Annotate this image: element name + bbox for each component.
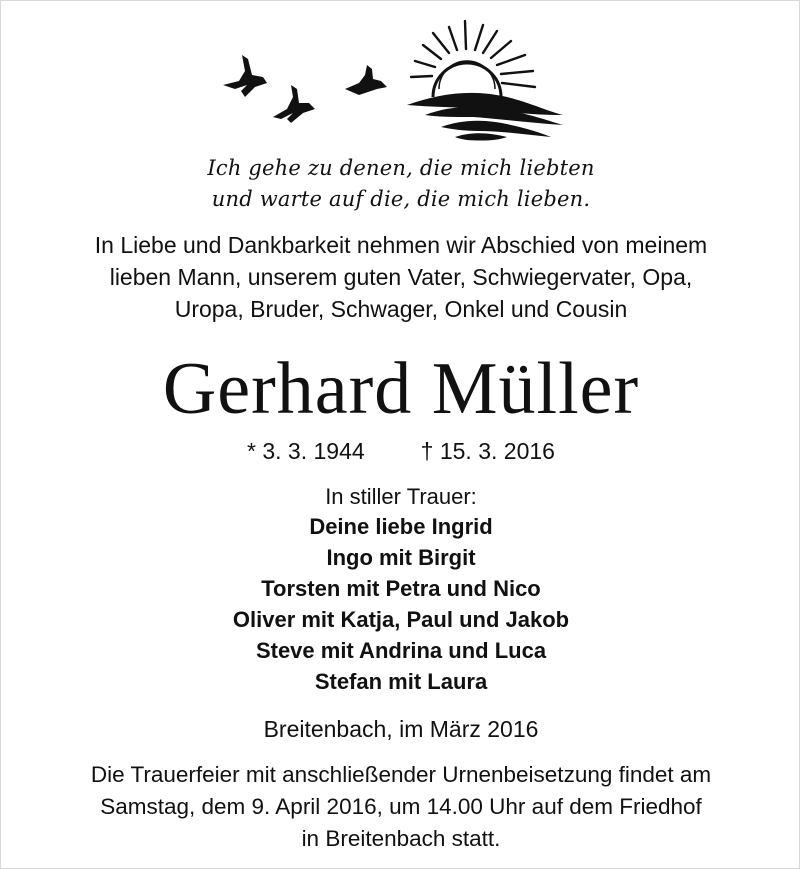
mourner-name: Ingo mit Birgit	[326, 545, 476, 570]
bird-2-icon	[273, 85, 315, 123]
sunrise-over-hills-icon	[407, 21, 563, 141]
flying-birds-icon	[223, 55, 387, 123]
mourner-name: Torsten mit Petra und Nico	[261, 576, 541, 601]
birds-and-sunrise-illustration	[211, 19, 591, 144]
intro-line-2: lieben Mann, unserem guten Vater, Schwiegervater, Opa,	[109, 264, 693, 290]
mourner-name: Steve mit Andrina und Luca	[255, 638, 547, 663]
mourners-heading: In stiller Trauer:	[325, 484, 477, 509]
death-date: † 15. 3. 2016	[420, 438, 555, 464]
mourner-name: Oliver mit Katja, Paul und Jakob	[232, 607, 570, 632]
bird-3-icon	[345, 65, 387, 95]
place-and-date: Breitenbach, im März 2016	[263, 716, 539, 742]
funeral-notice-line-2: Samstag, dem 9. April 2016, um 14.00 Uhr auf dem Friedhof	[100, 794, 702, 819]
birth-date: * 3. 3. 1944	[247, 438, 365, 464]
bird-1-icon	[223, 55, 267, 97]
verse-line-2: und warte auf die, die mich lieben.	[211, 187, 591, 211]
deceased-name: Gerhard Müller	[162, 348, 640, 430]
mourner-name: Stefan mit Laura	[314, 669, 488, 694]
mourner-name: Deine liebe Ingrid	[309, 514, 493, 539]
intro-line-3: Uropa, Bruder, Schwager, Onkel und Cousin	[174, 296, 628, 322]
verse-line-1: Ich gehe zu denen, die mich liebten	[207, 156, 595, 180]
funeral-notice-line-1: Die Trauerfeier mit anschließender Urnenbeisetzung findet am	[90, 762, 712, 787]
life-dates	[1, 438, 800, 465]
intro-line-1: In Liebe und Dankbarkeit nehmen wir Abschied von meinem	[94, 232, 708, 258]
funeral-notice-line-3: in Breitenbach statt.	[301, 826, 501, 851]
